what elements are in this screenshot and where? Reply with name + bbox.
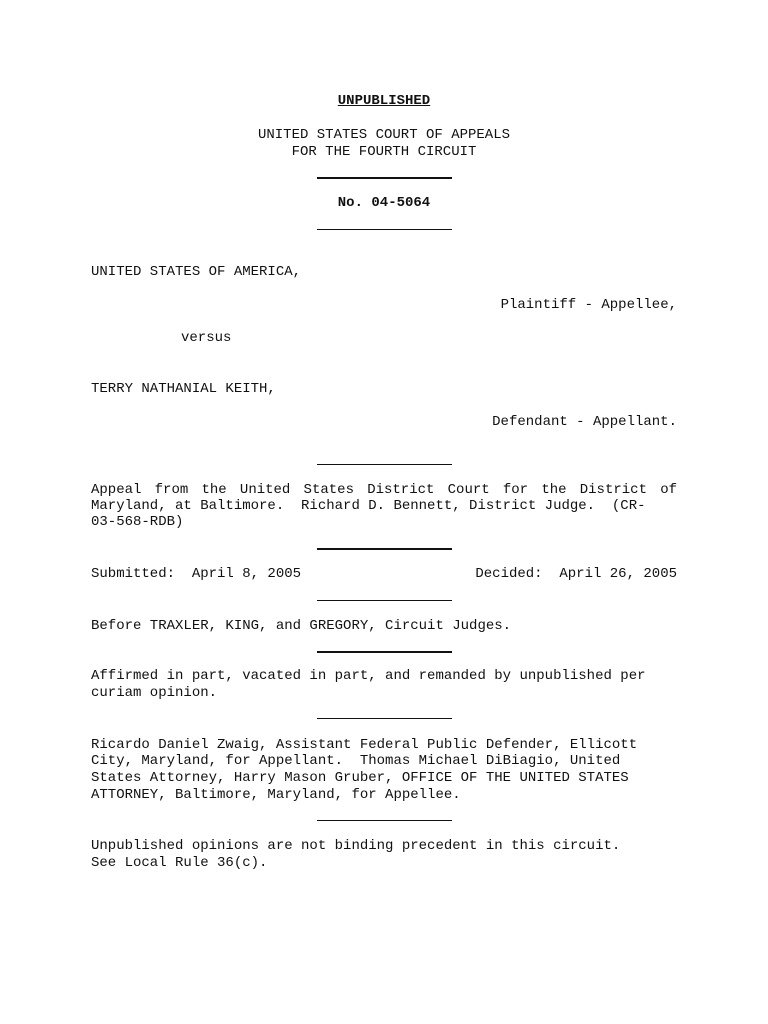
divider — [317, 177, 452, 179]
appeal-line-3: 03-568-RDB) — [91, 514, 184, 530]
disposition-line-2: curiam opinion. — [91, 685, 218, 701]
decided-date: Decided: April 26, 2005 — [475, 566, 677, 582]
divider — [317, 651, 452, 653]
divider — [317, 464, 452, 465]
counsel-line-4: ATTORNEY, Baltimore, Maryland, for Appellee. — [91, 787, 461, 803]
panel-judges: Before TRAXLER, KING, and GREGORY, Circuit Judges. — [91, 618, 512, 634]
divider — [317, 820, 452, 821]
counsel-line-1: Ricardo Daniel Zwaig, Assistant Federal Public Defender, Ellicott — [91, 737, 638, 753]
divider — [317, 548, 452, 550]
unpublished-heading: UNPUBLISHED — [337, 93, 431, 109]
plaintiff-role: Plaintiff - Appellee, — [500, 297, 677, 313]
counsel-line-2: City, Maryland, for Appellant. Thomas Michael DiBiagio, United — [91, 753, 621, 769]
disposition-line-1: Affirmed in part, vacated in part, and remanded by unpublished per — [91, 668, 646, 684]
divider — [317, 229, 452, 230]
notice-line-2: See Local Rule 36(c). — [91, 855, 268, 871]
court-name-line-2: FOR THE FOURTH CIRCUIT — [291, 144, 477, 160]
divider — [317, 600, 452, 601]
counsel-line-3: States Attorney, Harry Mason Gruber, OFFICE OF THE UNITED STATES — [91, 770, 629, 786]
defendant-name: TERRY NATHANIAL KEITH, — [91, 381, 276, 397]
appeal-line-1: Appeal from the United States District Court for the District of — [91, 482, 677, 498]
case-number: No. 04-5064 — [337, 195, 431, 211]
notice-line-1: Unpublished opinions are not binding precedent in this circuit. — [91, 838, 621, 854]
defendant-role: Defendant - Appellant. — [492, 414, 677, 430]
plaintiff-name: UNITED STATES OF AMERICA, — [91, 264, 302, 280]
appeal-line-2: Maryland, at Baltimore. Richard D. Bennett, District Judge. (CR- — [91, 498, 646, 514]
versus-label: versus — [181, 330, 232, 346]
submitted-date: Submitted: April 8, 2005 — [91, 566, 302, 582]
court-name-line-1: UNITED STATES COURT OF APPEALS — [257, 127, 511, 143]
divider — [317, 718, 452, 719]
